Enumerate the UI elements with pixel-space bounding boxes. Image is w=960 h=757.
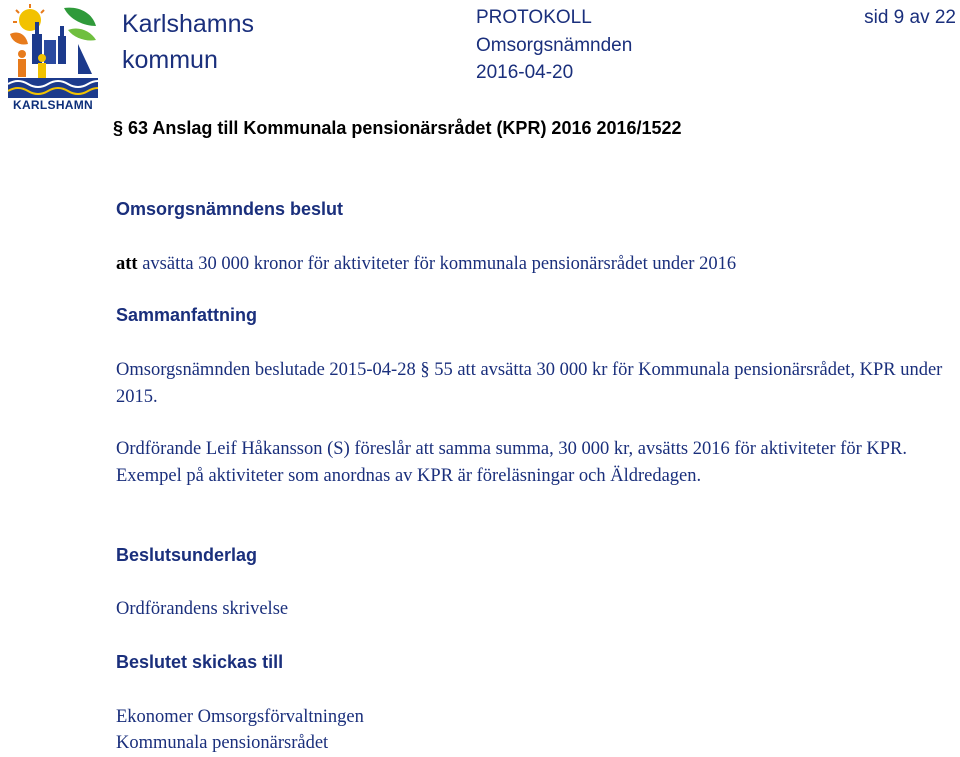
- basis-heading: Beslutsunderlag: [116, 545, 258, 565]
- recipients-list: [116, 704, 954, 756]
- decision-heading: Omsorgsnämndens beslut: [116, 199, 344, 219]
- section-title: § 63 Anslag till Kommunala pensionärsrådet (KPR) 2016 2016/1522: [113, 118, 682, 138]
- recipients-heading: Beslutet skickas till: [116, 652, 284, 672]
- summary-paragraph: Ordförande Leif Håkansson (S) föreslår att samma summa, 30 000 kr, avsätts 2016 för aktiviteter för KPR. Exempel på aktiviteter som anordnas av KPR är föreläsningar och Äldredagen.: [116, 439, 907, 486]
- organization-name-line2: kommun: [122, 46, 218, 74]
- basis-item: Ordförandens skrivelse: [116, 599, 289, 619]
- decision-body: avsätta 30 000 kronor för aktiviteter för kommunala pensionärsrådet under 2016: [137, 254, 737, 274]
- summary-paragraph: Omsorgsnämnden beslutade 2015-04-28 § 55 att avsätta 30 000 kr för Kommunala pensionärsrådet, KPR under 2015.: [116, 360, 943, 407]
- coat-of-arms-icon: [8, 4, 98, 98]
- recipient-item: Kommunala pensionärsrådet: [116, 733, 329, 753]
- organization-name-line1: Karlshamns: [122, 10, 254, 38]
- decision-text: [116, 251, 954, 278]
- meeting-date: 2016-04-20: [476, 62, 574, 83]
- organization-name: [122, 6, 254, 78]
- committee-name: Omsorgsnämnden: [476, 35, 633, 56]
- summary-heading: Sammanfattning: [116, 305, 258, 325]
- logo-wordmark: KARLSHAMN: [12, 98, 94, 112]
- decision-lead-word: att: [116, 254, 138, 274]
- recipient-item: Ekonomer Omsorgsförvaltningen: [116, 707, 364, 727]
- document-type: PROTOKOLL: [476, 7, 592, 28]
- page-number: sid 9 av 22: [864, 7, 956, 28]
- municipality-logo: [8, 4, 98, 112]
